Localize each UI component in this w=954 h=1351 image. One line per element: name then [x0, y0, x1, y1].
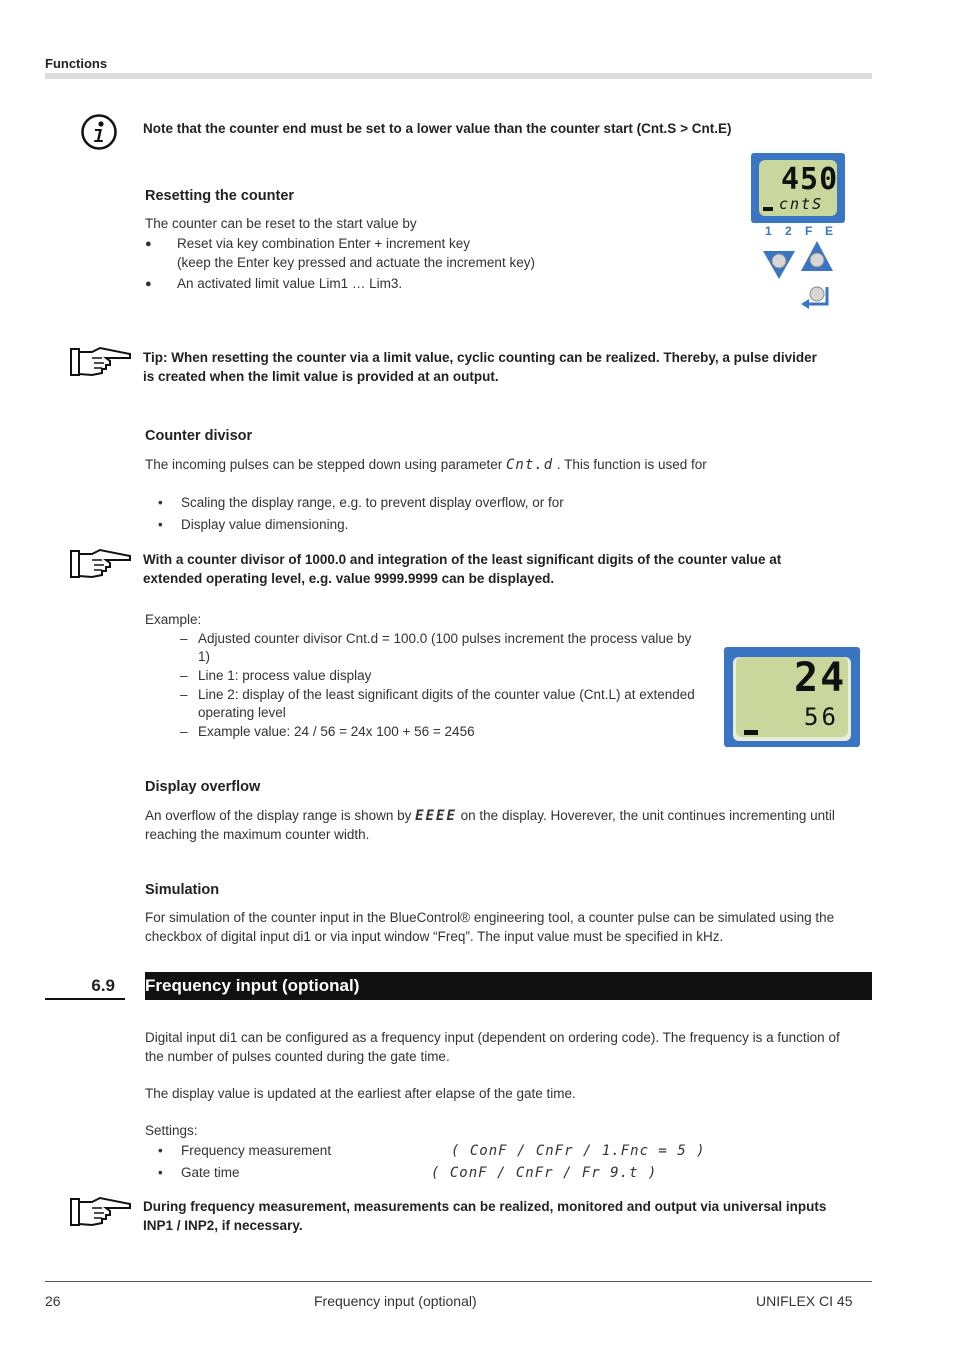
reset-bullet-2 — [145, 276, 565, 296]
tip-3-line-2: INP1 / INP2, if necessary. — [143, 1217, 303, 1233]
bullet-dot: ● — [145, 238, 152, 250]
example-item-1-line-2: 1) — [198, 649, 211, 664]
bullet-dot: • — [158, 495, 163, 510]
tip-2 — [143, 551, 868, 588]
setting-1-label: Frequency measurement — [181, 1143, 332, 1158]
footer-chapter: Frequency input (optional) — [314, 1293, 477, 1309]
lcd-line-1: 450 — [781, 162, 839, 197]
key-label-f: F — [805, 224, 813, 238]
divisor-intro — [145, 455, 707, 475]
example-item-3-line-2: operating level — [198, 705, 286, 720]
device-display-2 — [724, 647, 860, 747]
lcd-screen — [759, 160, 837, 216]
lcd-indicator — [744, 730, 758, 735]
device-display-1 — [751, 153, 845, 223]
section-header-label: Functions — [45, 56, 108, 71]
pointing-hand-icon — [70, 346, 134, 378]
reset-bullet-1 — [145, 236, 565, 276]
setting-2-code: ( ConF / CnFr / Fr 9.t ) — [431, 1165, 658, 1181]
tip-2-line-1: With a counter divisor of 1000.0 and integration of the least significant digits of the counter value at — [143, 552, 782, 567]
simulation-line-2: checkbox of digital input di1 or via input window “Freq”. The input value must be specified in kHz. — [145, 929, 724, 944]
divisor-bullet-1 — [158, 495, 618, 515]
lcd-line-2: 56 — [804, 703, 839, 731]
reset-bullet-1-line1: Reset via key combination Enter + increment key — [177, 236, 471, 251]
page-number: 26 — [45, 1293, 61, 1309]
divisor-intro-b: . This function is used for — [556, 457, 707, 472]
example-item-2: Line 1: process value display — [198, 668, 372, 683]
tip-1-line-1: Tip: When resetting the counter via a limit value, cyclic counting can be realized. Thereby, a pulse divider — [143, 350, 817, 365]
decrement-key-icon[interactable] — [762, 250, 796, 280]
device-key-labels — [763, 224, 843, 238]
tip-3 — [143, 1198, 868, 1235]
divisor-bullet-2-text: Display value dimensioning. — [181, 517, 349, 532]
freq-paragraph-1-line-2: the number of pulses counted during the gate time. — [145, 1049, 450, 1064]
divisor-bullet-2 — [158, 517, 618, 537]
tip-1-line-2: is created when the limit value is provided at an output. — [143, 368, 499, 384]
overflow-line-2: reaching the maximum counter width. — [145, 827, 370, 842]
tip-3-line-1: During frequency measurement, measurements can be realized, monitored and output via universal inputs — [143, 1199, 827, 1214]
reset-bullet-2-text: An activated limit value Lim1 … Lim3. — [177, 276, 403, 291]
overflow-line-1-a: An overflow of the display range is shown by — [145, 808, 412, 823]
freq-paragraph-2: The display value is updated at the earliest after elapse of the gate time. — [145, 1086, 576, 1101]
note-text: Note that the counter end must be set to a lower value than the counter start (Cnt.S > Cnt.E) — [143, 121, 732, 136]
info-icon — [80, 113, 118, 151]
tip-2-line-2: extended operating level, e.g. value 9999.9999 can be displayed. — [143, 570, 555, 586]
bullet-dot: • — [158, 517, 163, 532]
footer-rule — [45, 1281, 872, 1282]
example-label: Example: — [145, 612, 202, 627]
overflow-line-1 — [145, 806, 835, 826]
lcd-indicator — [763, 207, 773, 211]
lcd-line-2: cntS — [779, 195, 824, 213]
section-number: 6.9 — [45, 972, 125, 1000]
example-item-4: Example value: 24 / 56 = 24x 100 + 56 = 2456 — [198, 724, 475, 739]
reset-bullet-1-line2: (keep the Enter key pressed and actuate the increment key) — [177, 255, 535, 270]
setting-2-label: Gate time — [181, 1165, 240, 1180]
tip-1 — [143, 349, 868, 386]
divisor-intro-a: The incoming pulses can be stepped down using parameter — [145, 457, 503, 472]
reset-intro: The counter can be reset to the start value by — [145, 216, 417, 231]
dash: – — [180, 687, 188, 702]
dash: – — [180, 668, 188, 683]
setting-1 — [158, 1143, 706, 1163]
pointing-hand-icon — [70, 1196, 134, 1228]
setting-1-code: ( ConF / CnFr / 1.Fnc = 5 ) — [451, 1143, 706, 1159]
enter-key-icon[interactable] — [800, 284, 834, 312]
overflow-heading: Display overflow — [145, 779, 261, 795]
example-item-3-line-1: Line 2: display of the least significant digits of the counter value (Cnt.L) at extended — [198, 687, 695, 702]
divisor-param: Cnt.d — [505, 457, 554, 473]
simulation-heading: Simulation — [145, 882, 220, 898]
header-rule — [45, 73, 872, 79]
key-label-2: 2 — [785, 224, 792, 238]
dash: – — [180, 631, 188, 646]
bullet-dot: • — [158, 1165, 163, 1180]
overflow-line-1-b: on the display. Hoverever, the unit continues incrementing until — [460, 808, 835, 823]
example-list — [180, 629, 720, 749]
freq-paragraph-1-line-1: Digital input di1 can be configured as a frequency input (dependent on ordering code). The frequency is a function of — [145, 1030, 840, 1045]
pointing-hand-icon — [70, 548, 134, 580]
reset-heading: Resetting the counter — [145, 188, 295, 204]
lcd-line-1: 24 — [794, 655, 847, 701]
footer-product: UNIFLEX CI 45 — [756, 1293, 853, 1309]
example-item-1-line-1: Adjusted counter divisor Cnt.d = 100.0 (100 pulses increment the process value by — [198, 631, 692, 646]
setting-2 — [158, 1165, 698, 1185]
overflow-symbol: EEEE — [415, 808, 457, 824]
dash: – — [180, 724, 188, 739]
bullet-dot: • — [158, 1143, 163, 1158]
section-title: Frequency input (optional) — [145, 972, 872, 1000]
divisor-heading: Counter divisor — [145, 428, 253, 444]
lcd-screen — [736, 657, 848, 737]
increment-key-icon[interactable] — [800, 240, 834, 272]
simulation-line-1: For simulation of the counter input in the BlueControl® engineering tool, a counter pulse can be simulated using the — [145, 910, 835, 925]
divisor-bullet-1-text: Scaling the display range, e.g. to prevent display overflow, or for — [181, 495, 564, 510]
key-label-e: E — [825, 224, 834, 238]
key-label-1: 1 — [765, 224, 772, 238]
settings-label: Settings: — [145, 1123, 198, 1138]
bullet-dot: ● — [145, 278, 152, 290]
